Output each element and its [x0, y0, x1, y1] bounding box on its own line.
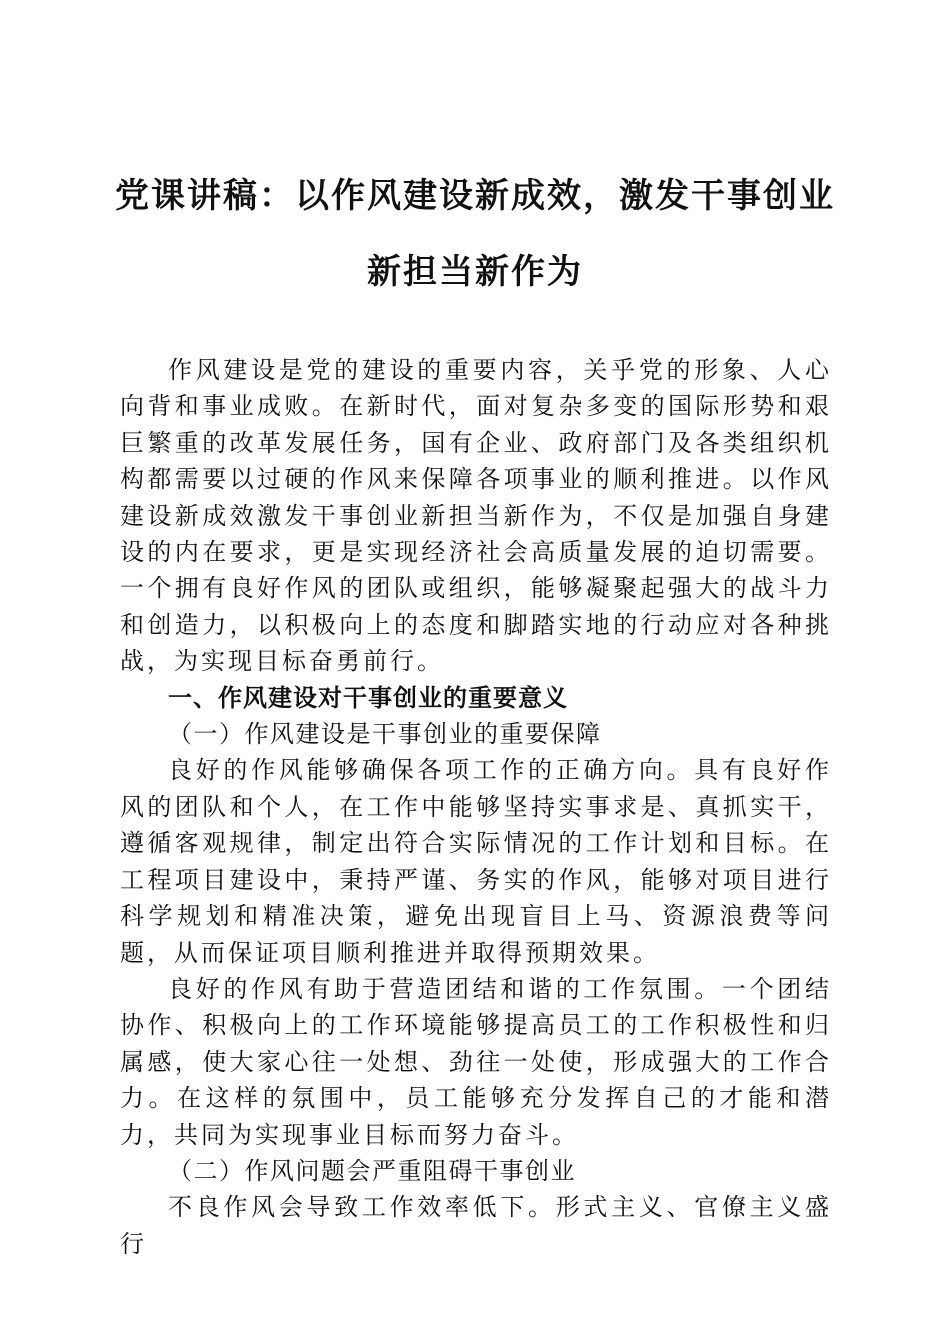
body-paragraph: 不良作风会导致工作效率低下。形式主义、官僚主义盛行 [120, 1193, 832, 1258]
body-paragraph: 良好的作风有助于营造团结和谐的工作氛围。一个团结协作、积极向上的工作环境能够提高员工的工作积极性和归属感，使大家心往一处想、劲往一处使，形成强大的工作合力。在这样的氛围中，员工能够充分发挥自己的才能和潜力，共同为实现事业目标而努力奋斗。 [120, 974, 832, 1149]
subsection-heading-1: （一）作风建设是干事创业的重要保障 [168, 720, 602, 749]
document-title-line-2: 新担当新作为 [367, 252, 583, 292]
section-heading-1: 一、作风建设对干事创业的重要意义 [168, 683, 568, 712]
body-paragraph: 良好的作风能够确保各项工作的正确方向。具有良好作风的团队和个人，在工作中能够坚持实事求是、真抓实干，遵循客观规律，制定出符合实际情况的工作计划和目标。在工程项目建设中，秉持严谨、务实的作风，能够对项目进行科学规划和精准决策，避免出现盲目上马、资源浪费等问题，从而保证项目顺利推进并取得预期效果。 [120, 756, 832, 967]
document-title-line-1: 党课讲稿：以作风建设新成效，激发干事创业 [115, 176, 835, 216]
intro-paragraph: 作风建设是党的建设的重要内容，关乎党的形象、人心向背和事业成败。在新时代，面对复杂多变的国际形势和艰巨繁重的改革发展任务，国有企业、政府部门及各类组织机构都需要以过硬的作风来保障各项事业的顺利推进。以作风建设新成效激发干事创业新担当新作为，不仅是加强自身建设的内在要求，更是实现经济社会高质量发展的迫切需要。一个拥有良好作风的团队或组织，能够凝聚起强大的战斗力和创造力，以积极向上的态度和脚踏实地的行动应对各种挑战，为实现目标奋勇前行。 [120, 356, 832, 676]
subsection-heading-2: （二）作风问题会严重阻碍干事创业 [168, 1156, 576, 1185]
document-body [120, 352, 832, 1262]
